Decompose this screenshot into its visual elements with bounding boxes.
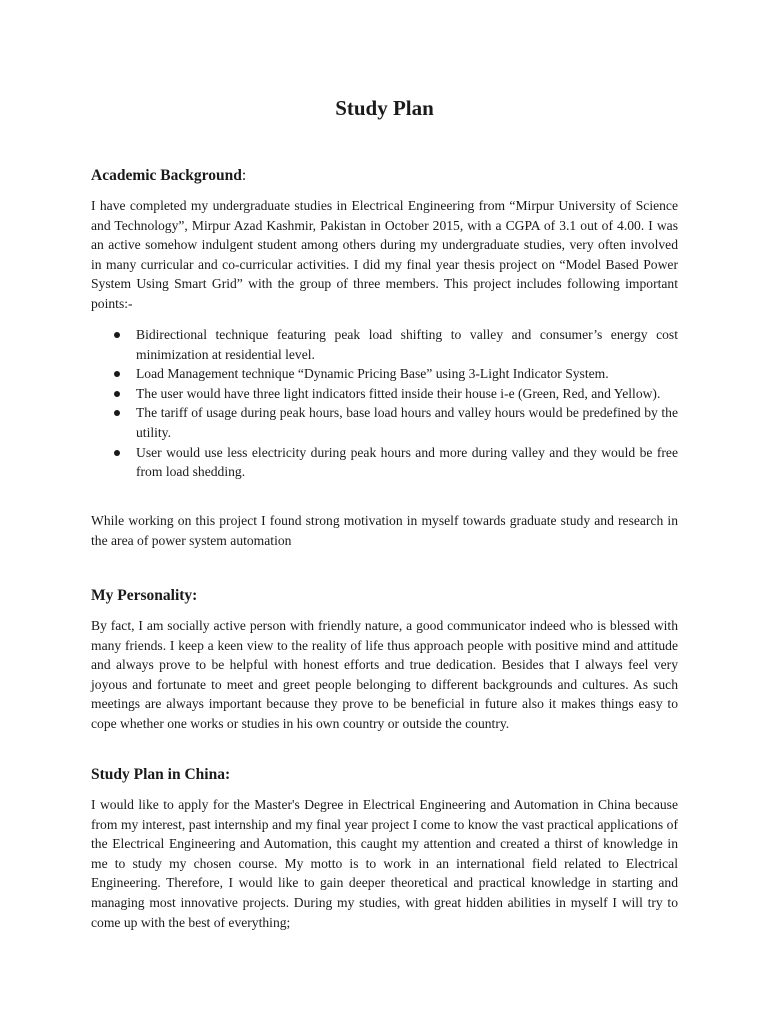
list-item bbox=[91, 443, 678, 482]
academic-background-closing: While working on this project I found strong motivation in myself towards graduate study and research in the area of power system automation bbox=[91, 513, 678, 548]
list-item bbox=[91, 384, 678, 404]
document-title: Study Plan bbox=[335, 96, 434, 120]
list-item bbox=[91, 403, 678, 442]
personality-paragraph: By fact, I am socially active person with friendly nature, a good communicator indeed who is blessed with many friends. I keep a keen view to the reality of life thus approach people with positive mind and attitude and always prove to be helpful with honest efforts and true dedication. Besides that I always feel very joyous and fortunate to meet and greet people belonging to different backgrounds and cultures. As such meetings are always important because they prove to be beneficial in future also it makes things easy to cope whether one works or studies in his own country or outside the country. bbox=[91, 618, 678, 731]
list-item-text: User would use less electricity during peak hours and more during valley and they would be free from load shedding. bbox=[136, 444, 678, 480]
list-item-text: Bidirectional technique featuring peak load shifting to valley and consumer’s energy cost minimization at residential level. bbox=[136, 327, 678, 362]
academic-background-paragraph: I have completed my undergraduate studies in Electrical Engineering from “Mirpur University of Science and Technology”, Mirpur Azad Kashmir, Pakistan in October 2015, with a CGPA of 3.1 out of 4.00. I was an active somehow indulgent student among others during my undergraduate studies, very often involved in many curricular and co-curricular activities. I did my final year thesis project on “Model Based Power System Using Smart Grid” with the group of three members. This project includes following important points:- bbox=[91, 198, 678, 311]
bullet-icon bbox=[114, 371, 120, 377]
section-heading-study-plan-china: Study Plan in China: bbox=[91, 766, 231, 783]
bullet-icon bbox=[114, 410, 120, 416]
bullet-icon bbox=[114, 391, 120, 397]
section-heading-academic-background bbox=[91, 166, 246, 186]
list-item bbox=[91, 325, 678, 364]
list-item-text: The tariff of usage during peak hours, base load hours and valley hours would be predefined by the utility. bbox=[136, 405, 678, 440]
bullet-icon bbox=[114, 450, 120, 456]
list-item-text: Load Management technique “Dynamic Pricing Base” using 3-Light Indicator System. bbox=[136, 366, 609, 382]
bullet-icon bbox=[114, 332, 120, 338]
list-item-text: The user would have three light indicators fitted inside their house i-e (Green, Red, and Yellow). bbox=[136, 385, 661, 401]
section-heading-text: Academic Background bbox=[91, 167, 242, 184]
study-plan-china-paragraph: I would like to apply for the Master's Degree in Electrical Engineering and Automation in China because from my interest, past internship and my final year project I come to know the vast practical applications of the Electrical Engineering and Automation, this caught my attention and created a thirst of knowledge in me to study my chosen course. My motto is to work in an international field related to Electrical Engineering. Therefore, I would like to gain deeper theoretical and practical knowledge in starting and managing most innovative projects. During my studies, with great hidden abilities in myself I will try to come up with the best of everything; bbox=[91, 797, 678, 930]
section-heading-colon: : bbox=[241, 167, 247, 184]
project-points-list bbox=[91, 325, 678, 482]
section-heading-my-personality: My Personality: bbox=[91, 587, 198, 604]
list-item bbox=[91, 364, 678, 384]
